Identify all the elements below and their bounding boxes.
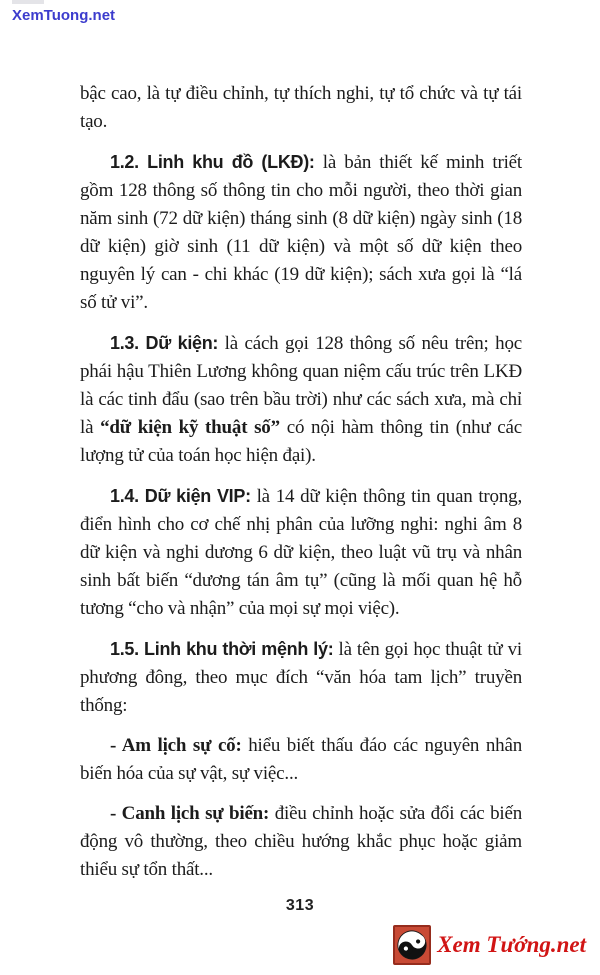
paragraph-text: là bản thiết kế minh triết gồm 128 thông số thông tin cho mỗi người, theo thời gian năm sinh (72 dữ kiện) tháng sinh (8 dữ kiện) ngày sinh (18 dữ kiện) giờ sinh (11 dữ kiện) và một số dữ kiện theo nguyên lý can - chi khác (19 dữ kiện); sách xưa gọi là “lá số tử vi”.: [80, 152, 522, 313]
site-logo: [393, 924, 586, 966]
paragraph-1-5: [80, 635, 522, 720]
paragraph-text: là tên gọi học thuật tử vi phương đông, theo mục đích “văn hóa tam lịch” truyền thống:: [80, 639, 522, 716]
emphasized-phrase: “dữ kiện kỹ thuật số”: [100, 417, 280, 438]
section-heading-1-5: 1.5. Linh khu thời mệnh lý:: [110, 639, 334, 659]
page-number: 313: [285, 897, 315, 914]
paragraph-text: điều chỉnh hoặc sửa đổi các biến động vô thường, theo chiều hướng khắc phục hoặc giảm thiểu sự tổn thất...: [80, 803, 522, 880]
paragraph-text: bậc cao, là tự điều chỉnh, tự thích nghi, tự tổ chức và tự tái tạo.: [80, 83, 522, 132]
paragraph-1-2: [80, 148, 522, 317]
section-heading-1-2: 1.2. Linh khu đồ (LKĐ):: [110, 152, 315, 172]
paragraph-text: là cách gọi 128 thông số nêu trên; học phái hậu Thiên Lương không quan niệm cấu trúc trên LKĐ là các tinh đẩu (sao trên bầu trời) như các sách xưa, mà chỉ là: [80, 333, 522, 438]
paragraph-1-3: [80, 329, 522, 470]
section-heading-1-3: 1.3. Dữ kiện:: [110, 333, 219, 353]
section-heading-1-4: 1.4. Dữ kiện VIP:: [110, 486, 251, 506]
site-watermark-link[interactable]: XemTuong.net: [12, 7, 116, 24]
bullet-heading-am-lich: - Am lịch sự cố:: [110, 735, 242, 756]
paragraph-continuation: [80, 80, 522, 136]
bullet-heading-canh-lich: - Canh lịch sự biến:: [110, 803, 270, 824]
paragraph-text: có nội hàm thông tin (như các lượng tử của toán học hiện đại).: [80, 417, 522, 466]
yin-yang-icon: [393, 925, 431, 965]
logo-text: Xem Tướng.net: [437, 932, 586, 957]
paragraph-1-4: [80, 482, 522, 623]
paragraph-text: là 14 dữ kiện thông tin quan trọng, điển hình cho cơ chế nhị phân của lưỡng nghi: nghi âm 8 dữ kiện và nghi dương 6 dữ kiện, theo luật vũ trụ và nhân sinh bất biến “dương tán âm tụ” (cũng là mối quan hệ hỗ tương “cho và nhận” của mọi sự mọi việc).: [80, 486, 522, 619]
bullet-canh-lich: [80, 800, 522, 884]
paragraph-text: hiểu biết thấu đáo các nguyên nhân biến hóa của sự vật, sự việc...: [80, 735, 522, 784]
book-page-text: [80, 80, 522, 896]
scan-artifact: [12, 0, 44, 4]
bullet-am-lich: [80, 732, 522, 788]
